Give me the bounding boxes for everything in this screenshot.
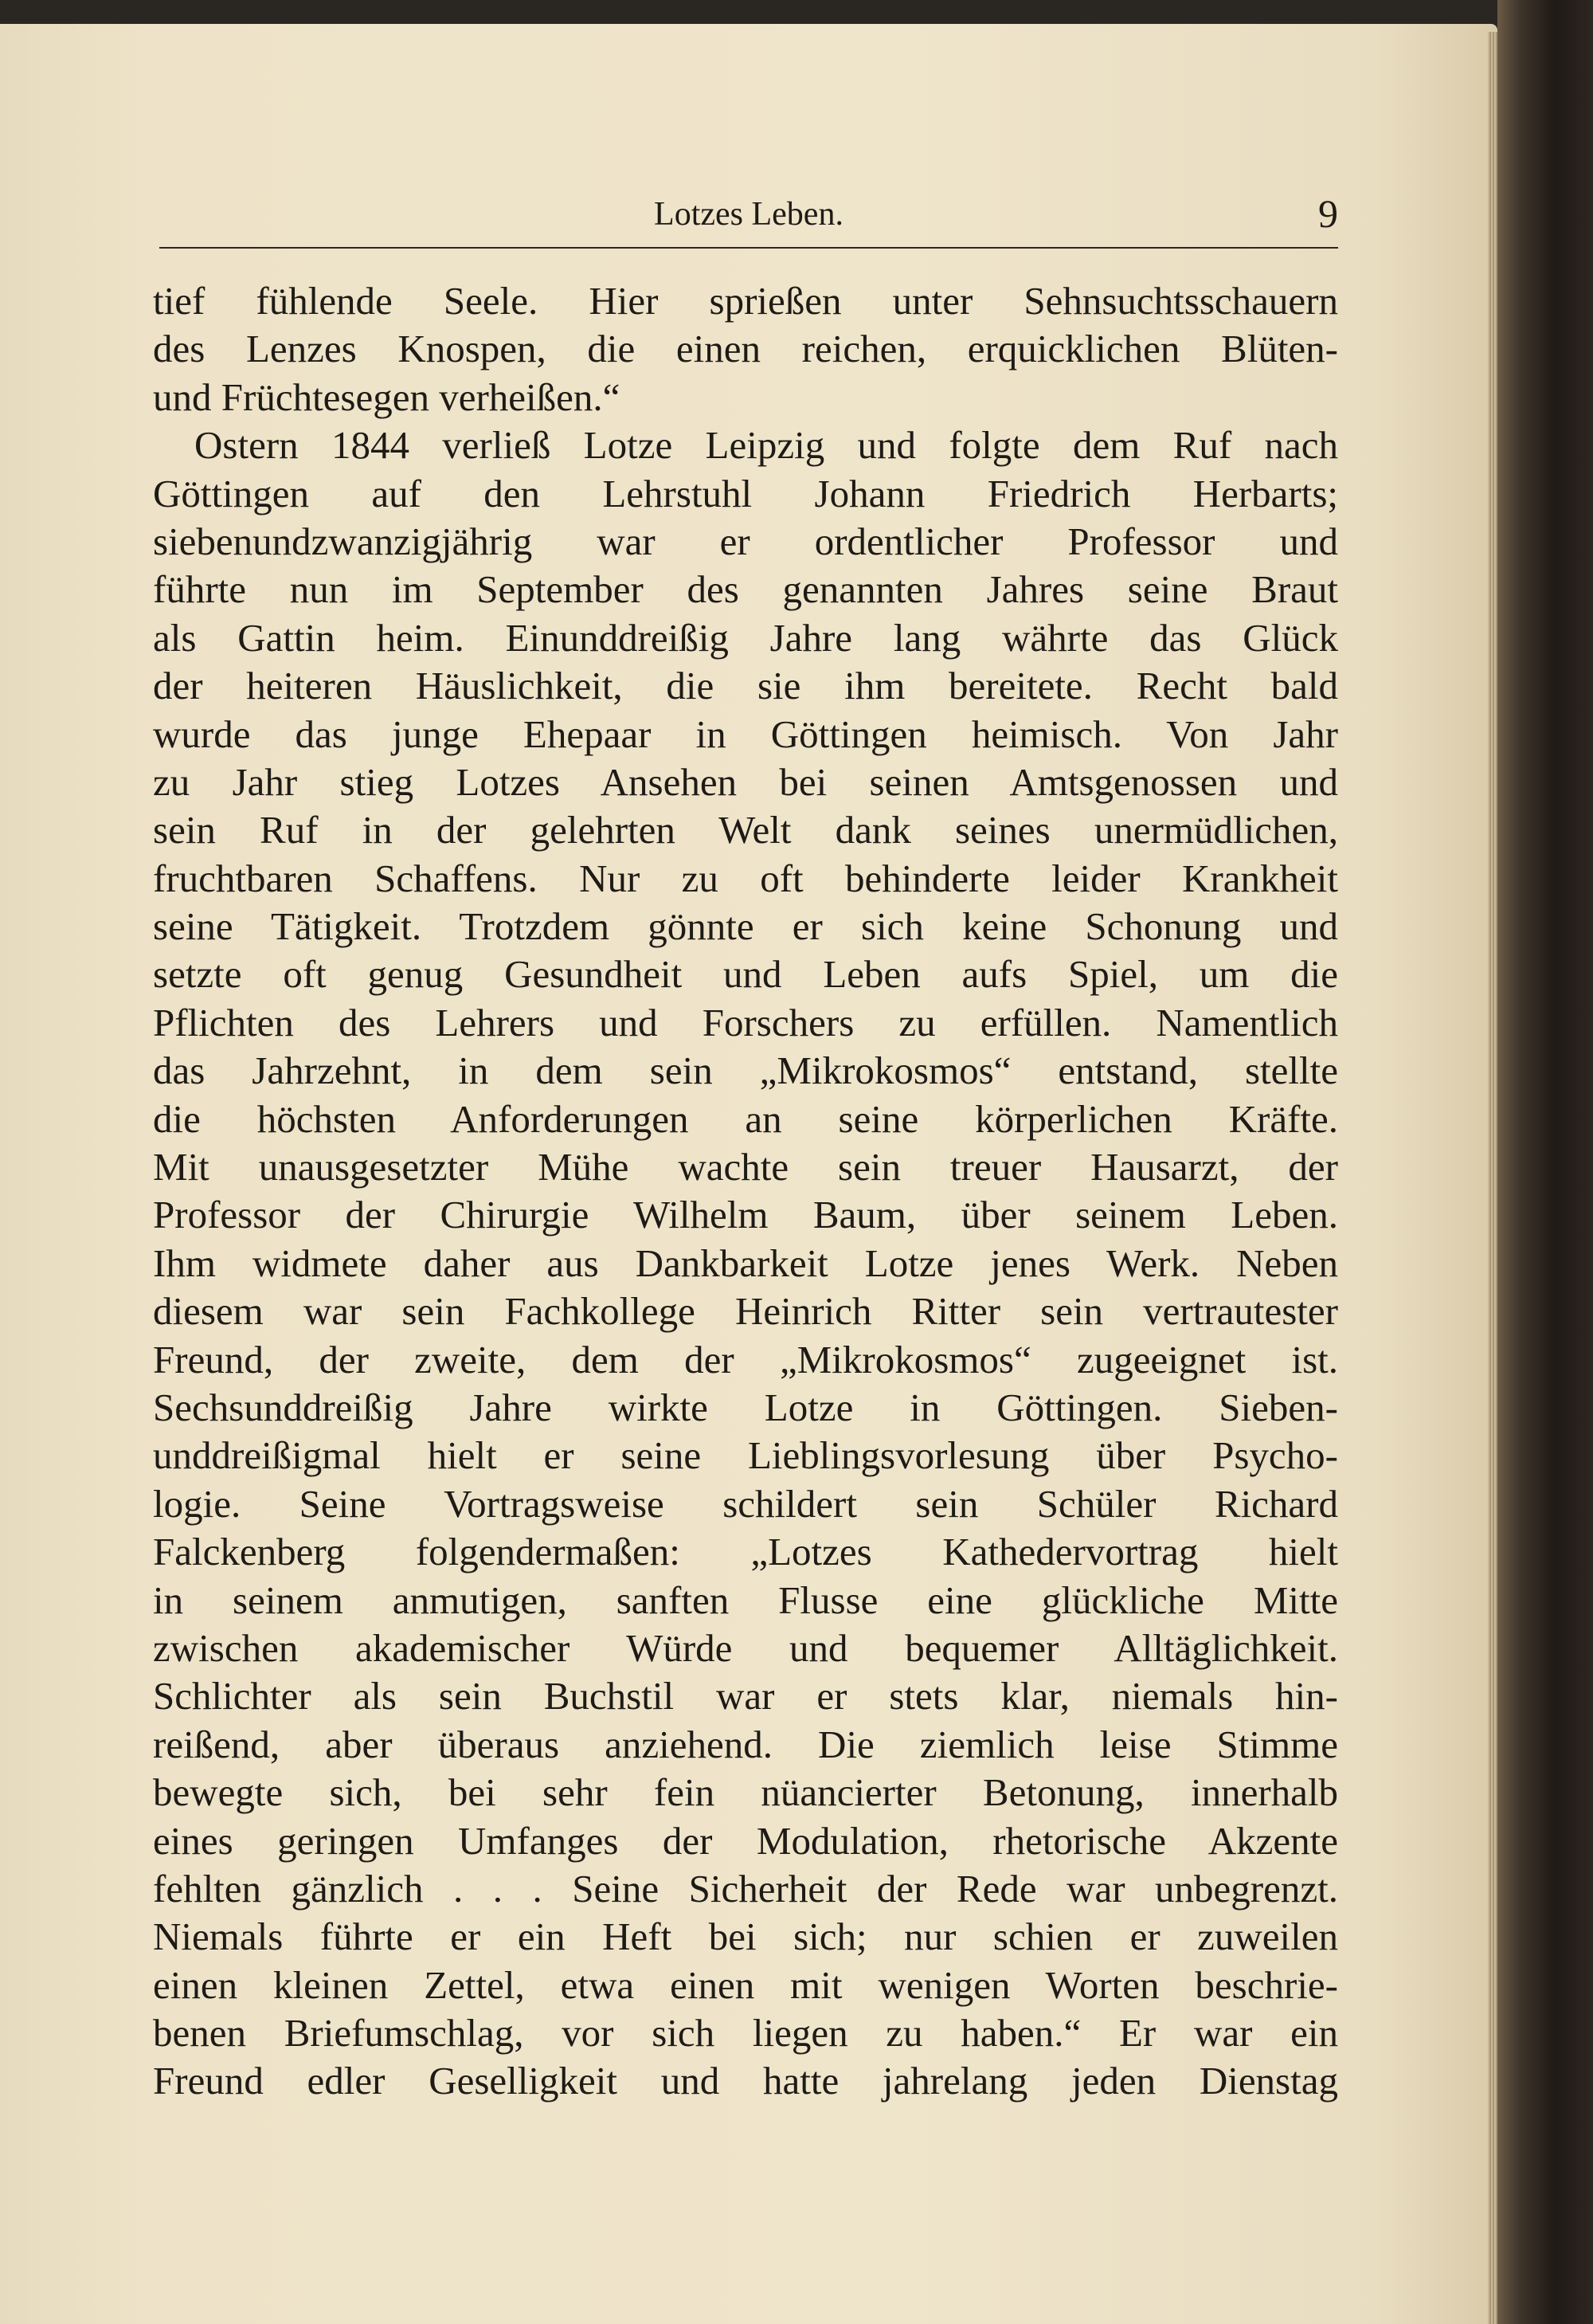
text-line: die höchsten Anforderungen an seine körperlichen Kräfte.	[153, 1096, 1338, 1141]
text-line: diesem war sein Fachkollege Heinrich Ritter sein vertrautester	[153, 1289, 1338, 1334]
running-header	[159, 187, 1338, 249]
text-line: und Früchtesegen verheißen.“	[153, 374, 620, 419]
text-line: reißend, aber überaus anziehend. Die ziemlich leise Stimme	[153, 1722, 1338, 1766]
text-line: Falckenberg folgendermaßen: „Lotzes Kathedervortrag hielt	[153, 1530, 1338, 1574]
text-line: wurde das junge Ehepaar in Göttingen heimisch. Von Jahr	[153, 711, 1338, 756]
book-page	[0, 24, 1497, 2324]
text-line: Ostern 1844 verließ Lotze Leipzig und folgte dem Ruf nach	[194, 423, 1338, 468]
text-line: tief fühlende Seele. Hier sprießen unter Sehnsuchtsschauern	[153, 279, 1338, 323]
text-line: fruchtbaren Schaffens. Nur zu oft behinderte leider Krankheit	[153, 856, 1338, 900]
text-line: zu Jahr stieg Lotzes Ansehen bei seinen Amtsgenossen und	[153, 759, 1338, 804]
text-line: zwischen akademischer Würde und bequemer Alltäglichkeit.	[153, 1625, 1338, 1670]
text-line: Ihm widmete daher aus Dankbarkeit Lotze jenes Werk. Neben	[153, 1240, 1338, 1285]
text-line: Sechsunddreißig Jahre wirkte Lotze in Göttingen. Sieben-	[153, 1385, 1338, 1429]
text-line: logie. Seine Vortragsweise schildert sein Schüler Richard	[153, 1481, 1338, 1526]
text-line: als Gattin heim. Einunddreißig Jahre lang währte das Glück	[153, 615, 1338, 660]
text-line: das Jahrzehnt, in dem sein „Mikrokosmos“ entstand, stellte	[153, 1048, 1338, 1093]
text-line: benen Briefumschlag, vor sich liegen zu haben.“ Er war ein	[153, 2011, 1338, 2056]
text-line: unddreißigmal hielt er seine Lieblingsvorlesung über Psycho-	[153, 1433, 1338, 1478]
text-line: Freund, der zweite, dem der „Mikrokosmos“ zugeeignet ist.	[153, 1337, 1338, 1381]
text-line: führte nun im September des genannten Jahres seine Braut	[153, 567, 1338, 612]
text-line: Niemals führte er ein Heft bei sich; nur schien er zuweilen	[153, 1914, 1338, 1959]
running-title: Lotzes Leben.	[654, 196, 843, 233]
text-line: Pflichten des Lehrers und Forschers zu erfüllen. Namentlich	[153, 1000, 1338, 1044]
text-line: sein Ruf in der gelehrten Welt dank seines unermüdlichen,	[153, 808, 1338, 852]
page-number: 9	[1318, 191, 1338, 236]
text-line: Schlichter als sein Buchstil war er stets klar, niemals hin-	[153, 1674, 1338, 1719]
text-line: bewegte sich, bei sehr fein nüancierter Betonung, innerhalb	[153, 1770, 1338, 1815]
text-line: des Lenzes Knospen, die einen reichen, erquicklichen Blüten-	[153, 327, 1338, 371]
text-line: fehlten gänzlich . . . Seine Sicherheit der Rede war unbegrenzt.	[153, 1866, 1338, 1911]
text-line: Mit unausgesetzter Mühe wachte sein treuer Hausarzt, der	[153, 1145, 1338, 1189]
text-line: seine Tätigkeit. Trotzdem gönnte er sich keine Schonung und	[153, 904, 1338, 949]
text-line: setzte oft genug Gesundheit und Leben aufs Spiel, um die	[153, 952, 1338, 997]
text-line: Göttingen auf den Lehrstuhl Johann Friedrich Herbarts;	[153, 471, 1338, 515]
text-line: Freund edler Geselligkeit und hatte jahrelang jeden Dienstag	[153, 2059, 1338, 2103]
text-line: eines geringen Umfanges der Modulation, rhetorische Akzente	[153, 1818, 1338, 1863]
text-line: einen kleinen Zettel, etwa einen mit wenigen Worten beschrie-	[153, 1962, 1338, 2007]
text-line: siebenundzwanzigjährig war er ordentlicher Professor und	[153, 519, 1338, 563]
text-line: Professor der Chirurgie Wilhelm Baum, über seinem Leben.	[153, 1193, 1338, 1237]
book-spine	[1497, 0, 1593, 2324]
body-text	[153, 277, 1338, 2106]
text-line: in seinem anmutigen, sanften Flusse eine glückliche Mitte	[153, 1577, 1338, 1622]
text-line: der heiteren Häuslichkeit, die sie ihm bereitete. Recht bald	[153, 664, 1338, 708]
